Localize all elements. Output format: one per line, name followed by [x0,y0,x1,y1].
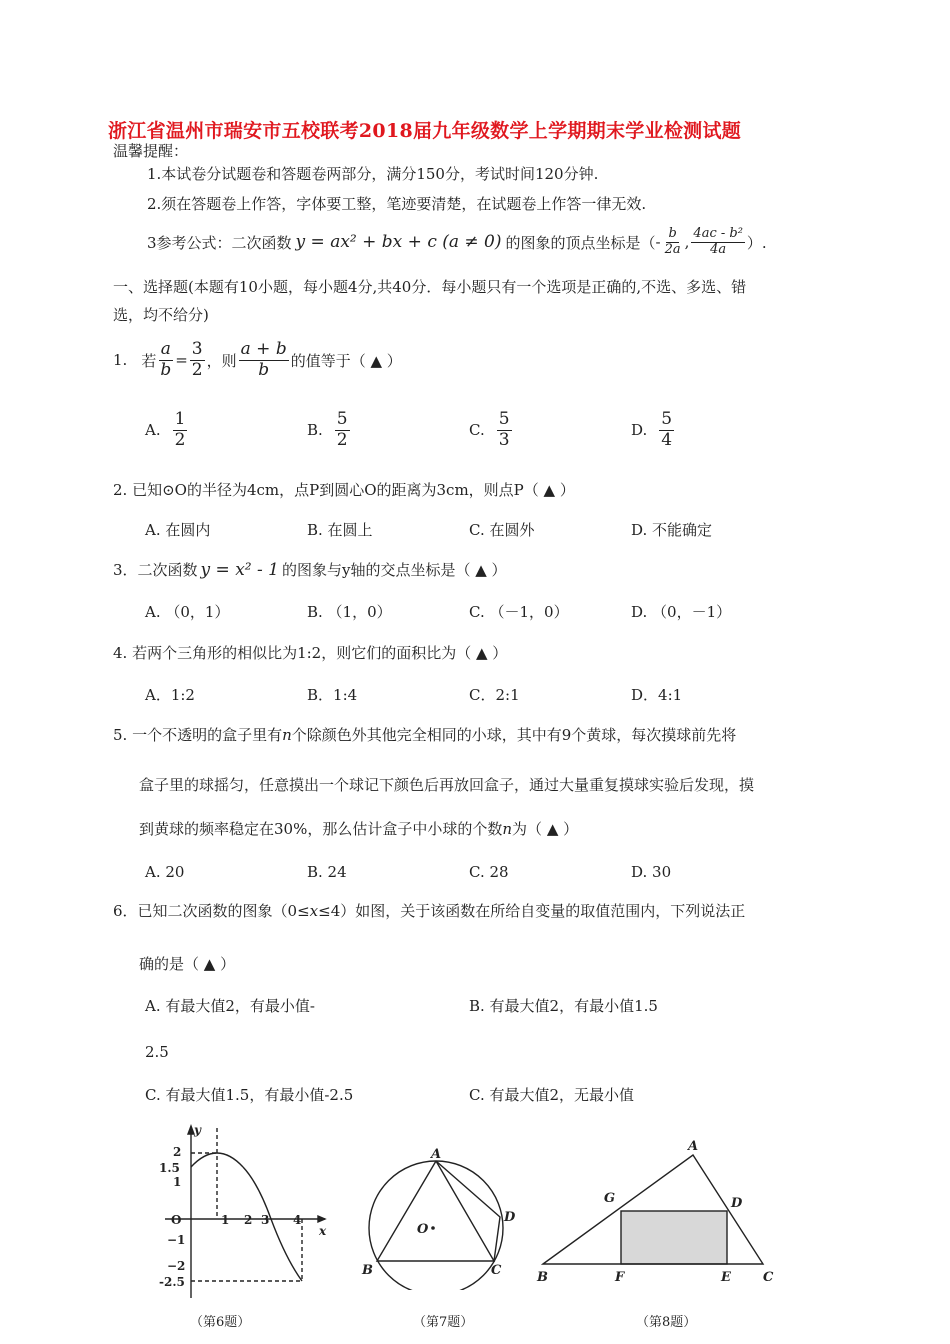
center-point [431,1226,435,1230]
fig6-ytick-1: 1 [173,1175,182,1189]
q5-option-d: D. 30 [631,863,672,881]
q3-option-d: D. （0，－1） [631,603,732,621]
q5-line3a: 到黄球的频率稳定在 [139,820,275,838]
fig8-label-d: D [731,1196,743,1211]
q3-option-b: B. （1，0） [307,603,392,621]
q2-option-b: B. 在圆上 [307,521,373,539]
vertex-x-num: b [668,226,677,241]
q1-number: 1. [113,351,128,370]
q1-ab: a + b [240,339,287,359]
q1-option-d-den: 4 [661,429,673,450]
q1-option-a-frac [173,410,188,450]
circle-o [369,1161,503,1290]
page-title: 浙江省温州市瑞安市五校联考2018届九年级数学上学期期末学业检测试题 [108,120,742,142]
q1-a: a [160,339,171,359]
fig8-label-a: A [688,1139,699,1154]
q1-option-a-den: 2 [174,429,186,450]
q5-option-b: B. 24 [307,863,347,881]
formula-middle: 的图象的顶点坐标是（ [505,233,656,252]
q1-post: 的值等于（ ▲ ） [290,351,402,370]
q3-post: 的图象与y轴的交点坐标是（ ▲ ） [281,561,507,579]
tip-1: 1.本试卷分试题卷和答题卷两部分，满分150分，考试时间120分钟. [147,165,599,183]
q5-line1b: 个除颜色外其他完全相同的小球，其中有9个黄球，每次摸球前先将 [291,726,737,744]
q5-n2: n [502,820,513,838]
q1-frac-ab [158,340,173,380]
q1-bb: b [258,359,270,380]
question-1 [113,340,402,380]
q1-frac-target [239,340,289,380]
q5-line3c: 为（ ▲ ） [512,820,579,838]
q6-line1b: ≤4）如图，关于该函数在所给自变量的取值范围内，下列说法正 [318,902,746,920]
q4-option-b: B．1:4 [307,686,358,704]
fig6-x-label: x [319,1224,327,1238]
fig6-ytick-2: 2 [173,1145,182,1159]
fig6-ytick-neg2: −2 [167,1259,186,1273]
q1-option-c-den: 3 [498,429,510,450]
curve-segment-2 [243,1167,271,1219]
fig8-label-e: E [721,1270,731,1285]
q4-option-c: C．2:1 [469,686,520,704]
formula-expr: y = ax² + bx + c (a ≠ 0) [295,232,502,253]
fig6-origin: O [171,1213,182,1227]
q1-option-b-num: 5 [336,409,348,429]
q1-d: 2 [191,359,203,380]
q5-n1: n [282,726,292,744]
q3-expr: y = x² - 1 [200,559,279,580]
curve-segment-3 [271,1219,302,1281]
q1-frac-32 [190,340,205,380]
formula-suffix: ）. [746,233,767,252]
q1-option-a-num: 1 [174,409,186,429]
fig7-label-b: B [362,1263,373,1278]
question-5-line3 [139,818,578,839]
question-6-line1 [113,900,745,921]
fig7-label-d: D [504,1210,516,1225]
fig6-ytick-neg1: −1 [167,1233,186,1247]
figure-6-graph [155,1120,335,1310]
q1-option-d-label: D. [631,421,648,440]
q6-option-d: C. 有最大值2，无最小值 [469,1086,635,1104]
formula-line [147,227,767,258]
tip-heading: 温馨提醒： [113,142,189,160]
q5-pct: 30% [274,820,308,838]
q6-option-b: B. 有最大值2，有最小值1.5 [469,997,658,1015]
q2-option-a: A. 在圆内 [145,521,211,539]
x-axis-arrow [318,1216,325,1222]
fig6-xtick-3: 3 [261,1213,270,1227]
q1-option-a-label: A. [145,421,161,440]
q1-mid: ，则 [206,351,237,370]
q4-option-d: D．4:1 [631,686,683,704]
q6-option-c: C. 有最大值1.5，有最小值-2.5 [145,1086,354,1104]
q1-n: 3 [191,339,203,359]
fig8-label-b: B [537,1270,548,1285]
fig6-xtick-4: 4 [293,1213,302,1227]
q1-option-c [469,410,514,450]
q1-option-b-frac [335,410,350,450]
figure-6-caption: （第6题） [190,1315,251,1330]
q1-option-d [631,410,676,450]
fig8-label-c: C [763,1270,774,1285]
q3-option-a: A. （0，1） [145,603,230,621]
fig8-label-f: F [615,1270,625,1285]
formula-minus: - [655,233,661,252]
figure-8-caption: （第8题） [636,1315,697,1330]
fig8-label-g: G [604,1191,616,1206]
vertex-y-num: 4ac - b² [693,226,743,241]
question-4: 4. 若两个三角形的相似比为1:2，则它们的面积比为（ ▲ ） [113,644,508,662]
q1-option-b-den: 2 [336,429,348,450]
q1-option-d-frac [659,410,674,450]
q1-option-d-num: 5 [661,409,673,429]
vertex-x-fraction [663,227,683,258]
q6-option-a-cont: 2.5 [145,1043,169,1061]
figure-8-triangle [530,1135,780,1290]
q5-line1a: 5. 一个不透明的盒子里有 [113,726,283,744]
tip-2: 2.须在答题卷上作答，字体要工整，笔迹要清楚，在试题卷上作答一律无效. [147,195,647,213]
question-6-line2: 确的是（ ▲ ） [139,955,236,973]
q1-b: b [160,359,172,380]
q3-prefix: 3．二次函数 [113,561,198,579]
fig6-xtick-2: 2 [244,1213,253,1227]
segments-ad-dc [436,1161,500,1261]
fig7-label-a: A [431,1147,442,1162]
fig7-label-o: O [417,1222,429,1237]
q6-x: x [309,902,319,920]
section-heading-line2: 选，均不给分) [113,306,209,324]
q2-option-d: D. 不能确定 [631,521,713,539]
question-5-line2: 盒子里的球摇匀，任意摸出一个球记下颜色后再放回盒子，通过大量重复摸球实验后发现，摸 [139,776,755,794]
fig6-ytick-neg2-5: -2.5 [159,1275,185,1289]
q1-eq: = [175,351,188,370]
figure-7-caption: （第7题） [413,1315,474,1330]
fig7-label-c: C [491,1263,502,1278]
question-2: 2. 已知⊙O的半径为4cm，点P到圆心O的距离为3cm，则点P（ ▲ ） [113,481,575,499]
q5-option-c: C. 28 [469,863,509,881]
fig6-y-label: y [194,1123,201,1137]
q5-line3b: ，那么估计盒子中小球的个数 [307,820,503,838]
q1-option-c-frac [497,410,512,450]
q1-option-c-num: 5 [498,409,510,429]
q2-option-c: C. 在圆外 [469,521,535,539]
vertex-x-den: 2a [664,241,681,257]
section-heading-line1: 一、选择题(本题有10小题，每小题4分,共40分．每小题只有一个选项是正确的,不选、多选、错 [113,278,747,296]
formula-prefix: 3参考公式：二次函数 [147,233,292,252]
q1-prefix: 若 [141,351,157,370]
fig6-xtick-1: 1 [221,1213,230,1227]
q4-option-a: A．1:2 [145,686,195,704]
q3-option-c: C. （－1，0） [469,603,569,621]
q1-option-b [307,410,352,450]
formula-comma: , [684,233,690,252]
fig6-ytick-1-5: 1.5 [159,1161,180,1175]
q5-option-a: A. 20 [145,863,185,881]
question-5-line1 [113,724,736,745]
q1-option-b-label: B. [307,421,323,440]
q1-option-c-label: C. [469,421,485,440]
vertex-y-den: 4a [710,241,727,257]
q6-option-a: A. 有最大值2，有最小值- [145,997,315,1015]
q1-option-a [145,410,189,450]
figure-7-circle [355,1140,525,1290]
question-3 [113,559,507,580]
vertex-y-fraction [691,227,745,258]
q6-line1a: 6．已知二次函数的图象（0≤ [113,902,310,920]
rectangle-gfed [621,1211,727,1264]
